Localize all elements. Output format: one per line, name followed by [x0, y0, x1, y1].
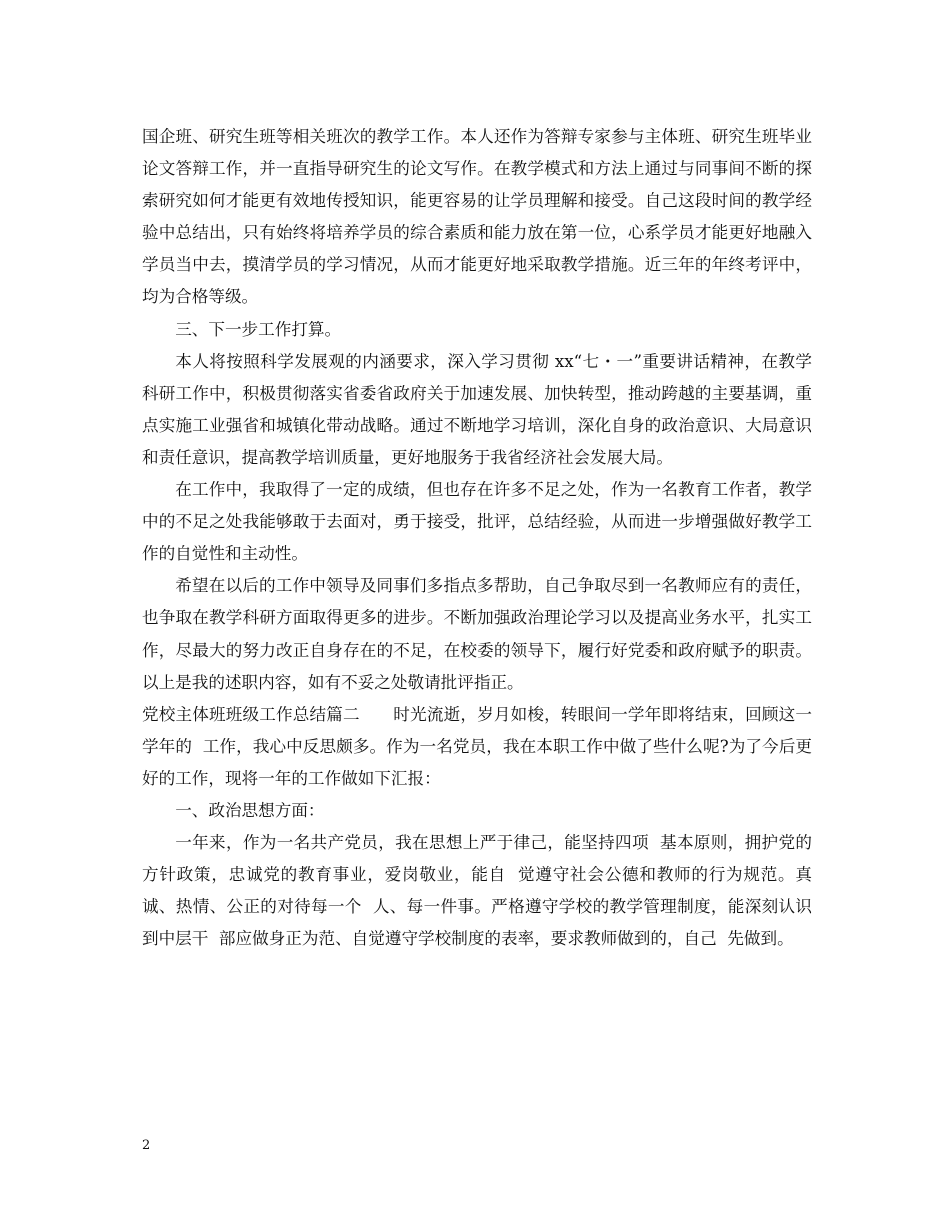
paragraph-summary-part-two: 党校主体班班级工作总结篇二 时光流逝，岁月如梭，转眼间一学年即将结束，回顾这一学年的 工作，我心中反思颇多。作为一名党员，我在本职工作中做了些什么呢?为了今后更好的工作，现将一年的工作做如下汇报：	[142, 704, 812, 788]
section-heading-political-thought: 一、政治思想方面：	[175, 800, 325, 820]
paragraph-plan: 本人将按照科学发展观的内涵要求，深入学习贯彻 xx“七・一”重要讲话精神，在教学科研工作中，积极贯彻落实省委省政府关于加速发展、加快转型，推动跨越的主要基调，重点实施工业强省和城镇化带动战略。通过不断地学习培训，深化自身的政治意识、大局意识和责任意识，提高教学培训质量，更好地服务于我省经济社会发展大局。	[142, 351, 812, 467]
section-heading-next-steps: 三、下一步工作打算。	[175, 319, 342, 339]
paragraph-achievements: 在工作中，我取得了一定的成绩，但也存在许多不足之处，作为一名教育工作者，教学中的不足之处我能够敢于去面对，勇于接受，批评，总结经验，从而进一步增强做好教学工作的自觉性和主动性。	[142, 480, 812, 564]
paragraph-political-thought: 一年来，作为一名共产党员，我在思想上严于律己，能坚持四项 基本原则，拥护党的方针政策，忠诚党的教育事业，爱岗敬业，能自 觉遵守社会公德和教师的行为规范。真诚、热情、公正的对待每一个 人、每一件事。严格遵守学校的教学管理制度，能深刻认识到中层干 部应做身正为范、自觉遵守学校制度的表率，要求教师做到的，自己 先做到。	[142, 833, 812, 949]
document-body	[142, 121, 812, 955]
page-number: 2	[142, 1138, 151, 1153]
paragraph-hope: 希望在以后的工作中领导及同事们多指点多帮助，自己争取尽到一名教师应有的责任，也争取在教学科研方面取得更多的进步。不断加强政治理论学习以及提高业务水平，扎实工作，尽最大的努力改正自身存在的不足，在校委的领导下，履行好党委和政府赋予的职责。以上是我的述职内容，如有不妥之处敬请批评指正。	[142, 576, 812, 692]
paragraph-continuation: 国企班、研究生班等相关班次的教学工作。本人还作为答辩专家参与主体班、研究生班毕业论文答辩工作，并一直指导研究生的论文写作。在教学模式和方法上通过与同事间不断的探索研究如何才能更有效地传授知识，能更容易的让学员理解和接受。自己这段时间的教学经验中总结出，只有始终将培养学员的综合素质和能力放在第一位，心系学员才能更好地融入学员当中去，摸清学员的学习情况，从而才能更好地采取教学措施。近三年的年终考评中，均为合格等级。	[142, 127, 812, 307]
